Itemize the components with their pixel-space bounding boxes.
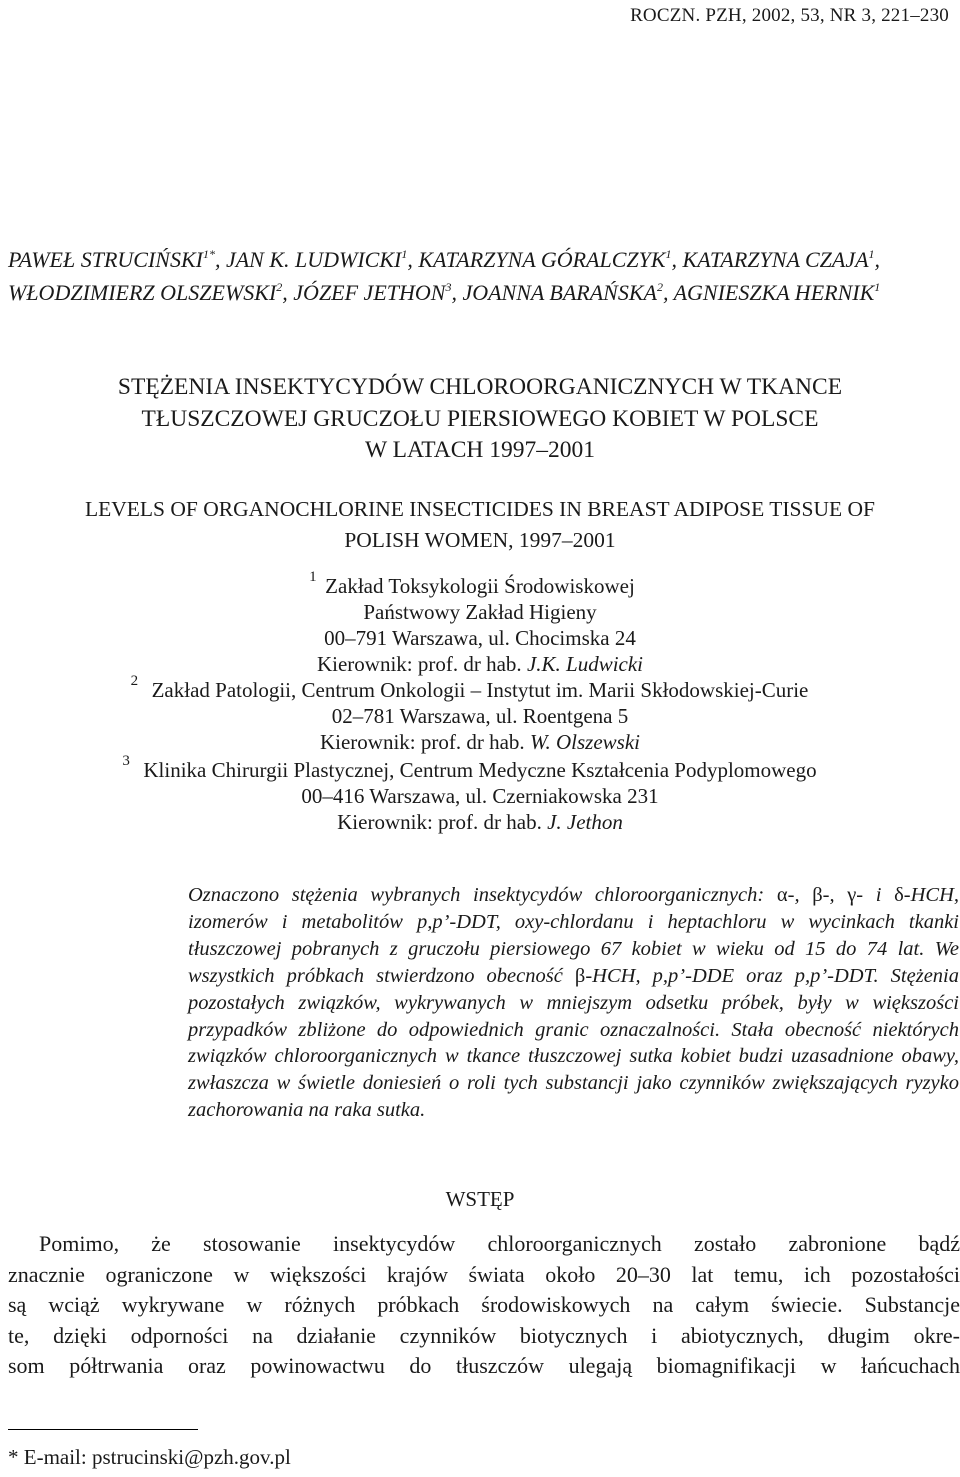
affiliation-head (0, 809, 960, 835)
author-list (8, 243, 953, 309)
footnote-email[interactable]: E-mail: pstrucinski@pzh.gov.pl (23, 1445, 291, 1469)
affiliation-2 (0, 673, 960, 755)
title-polish-line: STĘŻENIA INSEKTYCYDÓW CHLOROORGANICZNYCH W TKANCE (117, 374, 843, 400)
author-name: WŁODZIMIERZ OLSZEWSKI (8, 280, 277, 305)
author-name: AGNIESZKA HERNIK (673, 280, 875, 305)
affiliation-head (0, 729, 960, 755)
title-english-line: POLISH WOMEN, 1997–2001 (344, 528, 616, 552)
affiliation-head-name: J.K. Ludwicki (526, 652, 644, 676)
body-line: som półtrwania oraz powinowactwu do tłuszczów ulegają biomagnifikacji w łańcuchach (8, 1353, 960, 1379)
abstract-text: -HCH, p,p’-DDE oraz p,p’-DDT. Stężenia pozostałych związków, wykrywanych w mniejszym odsetku próbek, były w większości przypadków zbliżone do odpowiednich granic oznaczalności. Stała obecność niektórych związków chloroorganicznych w tkance tłuszczowej sutka kobiet budzi uzasadnione obawy, zwłaszcza w świetle doniesień o roli tych substancji jako czynników zwiększających ryzyko zachorowania na raka sutka. (188, 964, 959, 1122)
author-affiliation-marker: 2 (656, 280, 663, 294)
delta-symbol: δ (894, 884, 904, 906)
affiliation-unit-secondary: Państwowy Zakład Higieny (363, 600, 597, 624)
abstract-comma: , (794, 884, 813, 906)
affiliation-unit: Zakład Toksykologii Środowiskowej (325, 574, 635, 598)
affiliation-unit: Zakład Patologii, Centrum Onkologii – Instytut im. Marii Skłodowskiej-Curie (151, 678, 809, 702)
author-affiliation-marker: 1 (874, 280, 881, 294)
beta-symbol: β- (812, 884, 830, 906)
affiliation-unit-line (0, 569, 960, 599)
affiliation-unit-line (0, 673, 960, 703)
affiliation-1 (0, 569, 960, 677)
abstract (188, 882, 959, 1124)
author-name: JÓZEF JETHON (293, 280, 446, 305)
author-separator: , (662, 280, 674, 305)
author-separator: , (451, 280, 463, 305)
author-name: KATARZYNA GÓRALCZYK (418, 247, 666, 272)
affiliation-head-label: Kierownik: prof. dr hab. (337, 810, 542, 834)
author-affiliation-marker: 1 (401, 247, 408, 261)
affiliation-unit-wrap (309, 569, 635, 598)
title-english (0, 494, 960, 556)
author-separator: , (874, 247, 881, 272)
affiliation-head-label: Kierownik: prof. dr hab. (316, 652, 522, 676)
affiliation-head-name: W. Olszewski (529, 730, 641, 754)
affiliation-head-label: Kierownik: prof. dr hab. (319, 730, 525, 754)
author-affiliation-marker: 1* (202, 247, 215, 261)
abstract-text: i (863, 884, 895, 906)
affiliation-number: 2 (130, 673, 139, 689)
title-polish-line: TŁUSZCZOWEJ GRUCZOŁU PIERSIOWEGO KOBIET W POLSCE (141, 405, 819, 432)
affiliation-unit-line (0, 753, 960, 783)
abstract-text: Oznaczono stężenia wybranych insektycydów chloroorganicznych: (188, 884, 777, 906)
title-polish (0, 372, 960, 467)
affiliation-unit-wrap (122, 753, 817, 782)
gamma-symbol: γ- (847, 884, 864, 906)
author-affiliation-marker: 1 (868, 247, 875, 261)
author-affiliation-marker: 1 (665, 247, 672, 261)
affiliation-number: 3 (122, 753, 130, 769)
body-line: te, dzięki odporności na działanie czynników biotycznych i abiotycznych, długim okre- (8, 1322, 960, 1348)
affiliation-unit-wrap (130, 673, 809, 702)
author-separator: , (671, 247, 683, 272)
author-separator: , (214, 247, 226, 272)
title-polish-line: W LATACH 1997–2001 (364, 437, 596, 463)
author-affiliation-marker: 3 (445, 280, 452, 294)
author-separator: , (407, 247, 419, 272)
affiliation-unit: Klinika Chirurgii Plastycznej, Centrum Medyczne Kształcenia Podyplomowego (143, 758, 817, 782)
alpha-symbol: α- (776, 884, 795, 906)
author-separator: , (282, 280, 294, 305)
abstract-comma: , (829, 884, 848, 906)
affiliation-3 (0, 753, 960, 835)
body-paragraph (8, 1229, 960, 1382)
affiliation-address: 00–791 Warszawa, ul. Chocimska 24 (324, 626, 636, 650)
author-name: JAN K. LUDWICKI (225, 247, 402, 272)
author-name: PAWEŁ STRUCIŃSKI (8, 247, 203, 272)
author-name: JOANNA BARAŃSKA (462, 280, 657, 305)
running-head: ROCZN. PZH, 2002, 53, NR 3, 221–230 (630, 5, 949, 26)
author-name: KATARZYNA CZAJA (682, 247, 869, 272)
affiliation-head-name: J. Jethon (547, 810, 623, 834)
affiliation-number: 1 (309, 569, 317, 585)
footnote-marker: * (8, 1445, 19, 1469)
affiliation-head (0, 651, 960, 677)
affiliation-address: 02–781 Warszawa, ul. Roentgena 5 (331, 704, 629, 728)
affiliation-address: 00–416 Warszawa, ul. Czerniakowska 231 (301, 784, 659, 808)
body-line: znacznie ograniczone w większości krajów świata około 20–30 lat temu, ich pozostałości (8, 1261, 960, 1287)
abstract-text: -HCH, izomerów i metabolitów p,p’-DDT, oxy-chlordanu i heptachloru w wycinkach tkanki tłuszczowej pobranych z gruczołu piersiowego 67 kobiet w wieku od 15 do 74 lat. We wszystkich próbkach stwierdzono obecność (188, 884, 960, 987)
body-line: Pomimo, że stosowanie insektycydów chloroorganicznych zostało zabronione bądź (39, 1231, 960, 1256)
section-heading: WSTĘP (445, 1187, 515, 1211)
beta-symbol: β (574, 964, 586, 987)
body-line: są wciąż wykrywane w różnych próbkach środowiskowych na całym świecie. Substancje (8, 1292, 960, 1318)
footnote (8, 1444, 291, 1470)
title-english-line: LEVELS OF ORGANOCHLORINE INSECTICIDES IN BREAST ADIPOSE TISSUE OF (85, 497, 875, 521)
footnote-rule (8, 1429, 198, 1430)
author-affiliation-marker: 2 (276, 280, 283, 294)
